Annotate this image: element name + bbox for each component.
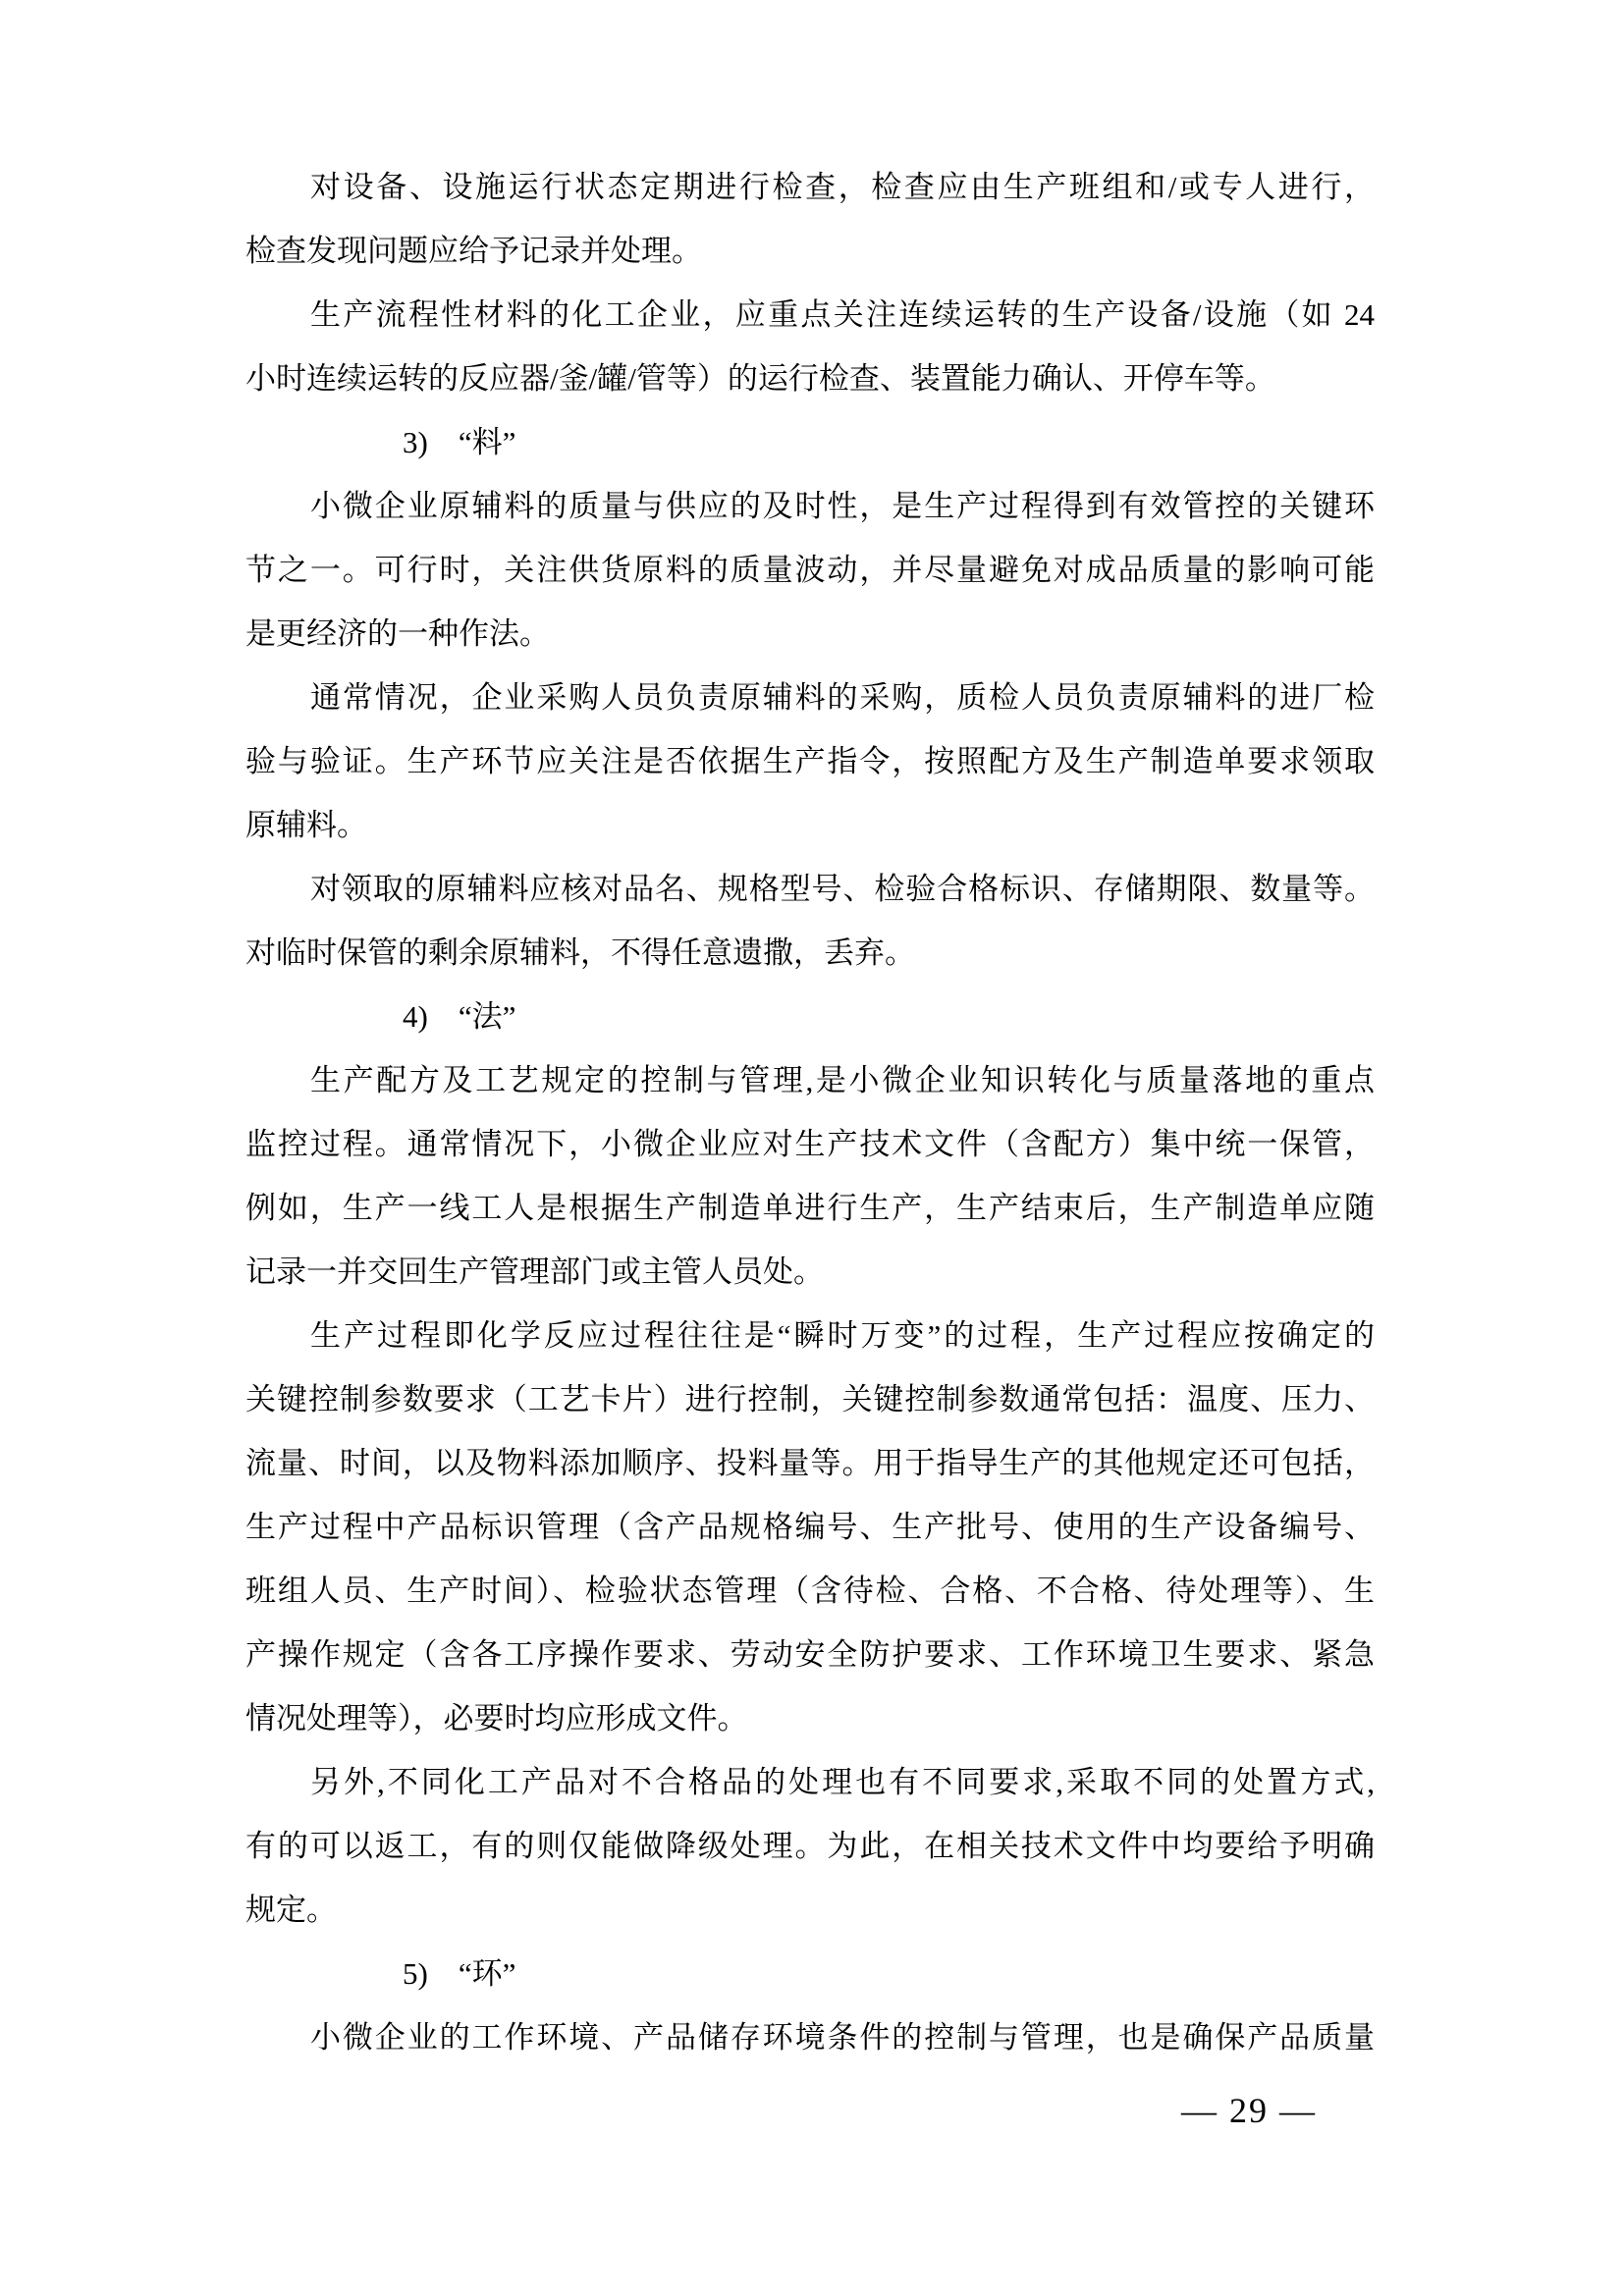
- text-line: 流量、时间，以及物料添加顺序、投料量等。用于指导生产的其他规定还可包括，: [245, 1446, 1375, 1480]
- text-line: 生产过程即化学反应过程往往是“瞬时万变”的过程，生产过程应按确定的: [310, 1318, 1375, 1353]
- section-heading: 5) “环”: [403, 1956, 516, 1991]
- text-line: 班组人员、生产时间）、检验状态管理（含待检、合格、不合格、待处理等）、生: [245, 1574, 1375, 1608]
- text-line: 例如，生产一线工人是根据生产制造单进行生产，生产结束后，生产制造单应随: [245, 1191, 1375, 1225]
- text-line: 对领取的原辅料应核对品名、规格型号、检验合格标识、存储期限、数量等。: [310, 872, 1375, 906]
- text-line: 节之一。可行时，关注供货原料的质量波动，并尽量避免对成品质量的影响可能: [245, 553, 1375, 587]
- text-line: 情况处理等），必要时均应形成文件。: [245, 1701, 748, 1735]
- text-line: 检查发现问题应给予记录并处理。: [245, 234, 702, 268]
- text-line: 对临时保管的剩余原辅料，不得任意遗撒，丢弃。: [245, 935, 915, 970]
- text-line: 生产配方及工艺规定的控制与管理,是小微企业知识转化与质量落地的重点: [310, 1063, 1375, 1097]
- text-line: 小微企业的工作环境、产品储存环境条件的控制与管理，也是确保产品质量: [310, 2020, 1375, 2055]
- text-line: 小时连续运转的反应器/釜/罐/管等）的运行检查、装置能力确认、开停车等。: [245, 361, 1275, 396]
- text-line: 记录一并交回生产管理部门或主管人员处。: [245, 1255, 824, 1289]
- text-line: 是更经济的一种作法。: [245, 616, 550, 651]
- text-line: 关键控制参数要求（工艺卡片）进行控制，关键控制参数通常包括：温度、压力、: [245, 1382, 1375, 1416]
- section-heading: 3) “料”: [403, 425, 516, 459]
- document-body: [245, 155, 1375, 2069]
- text-line: 有的可以返工，有的则仅能做降级处理。为此，在相关技术文件中均要给予明确: [245, 1829, 1375, 1863]
- text-line: 监控过程。通常情况下，小微企业应对生产技术文件（含配方）集中统一保管，: [245, 1127, 1375, 1161]
- text-line: 原辅料。: [245, 808, 367, 842]
- text-line: 对设备、设施运行状态定期进行检查，检查应由生产班组和/或专人进行，: [310, 170, 1375, 204]
- text-line: 另外,不同化工产品对不合格品的处理也有不同要求,采取不同的处置方式,: [310, 1765, 1375, 1799]
- text-line: 生产过程中产品标识管理（含产品规格编号、生产批号、使用的生产设备编号、: [245, 1510, 1375, 1544]
- text-line: 生产流程性材料的化工企业，应重点关注连续运转的生产设备/设施（如 24: [310, 297, 1375, 332]
- page-number: — 29 —: [1181, 2091, 1317, 2130]
- text-line: 产操作规定（含各工序操作要求、劳动安全防护要求、工作环境卫生要求、紧急: [245, 1637, 1375, 1672]
- text-line: 规定。: [245, 1893, 337, 1927]
- text-line: 通常情况，企业采购人员负责原辅料的采购，质检人员负责原辅料的进厂检: [310, 680, 1375, 715]
- section-heading: 4) “法”: [403, 999, 516, 1034]
- text-line: 小微企业原辅料的质量与供应的及时性，是生产过程得到有效管控的关键环: [310, 489, 1375, 523]
- text-line: 验与验证。生产环节应关注是否依据生产指令，按照配方及生产制造单要求领取: [245, 744, 1375, 778]
